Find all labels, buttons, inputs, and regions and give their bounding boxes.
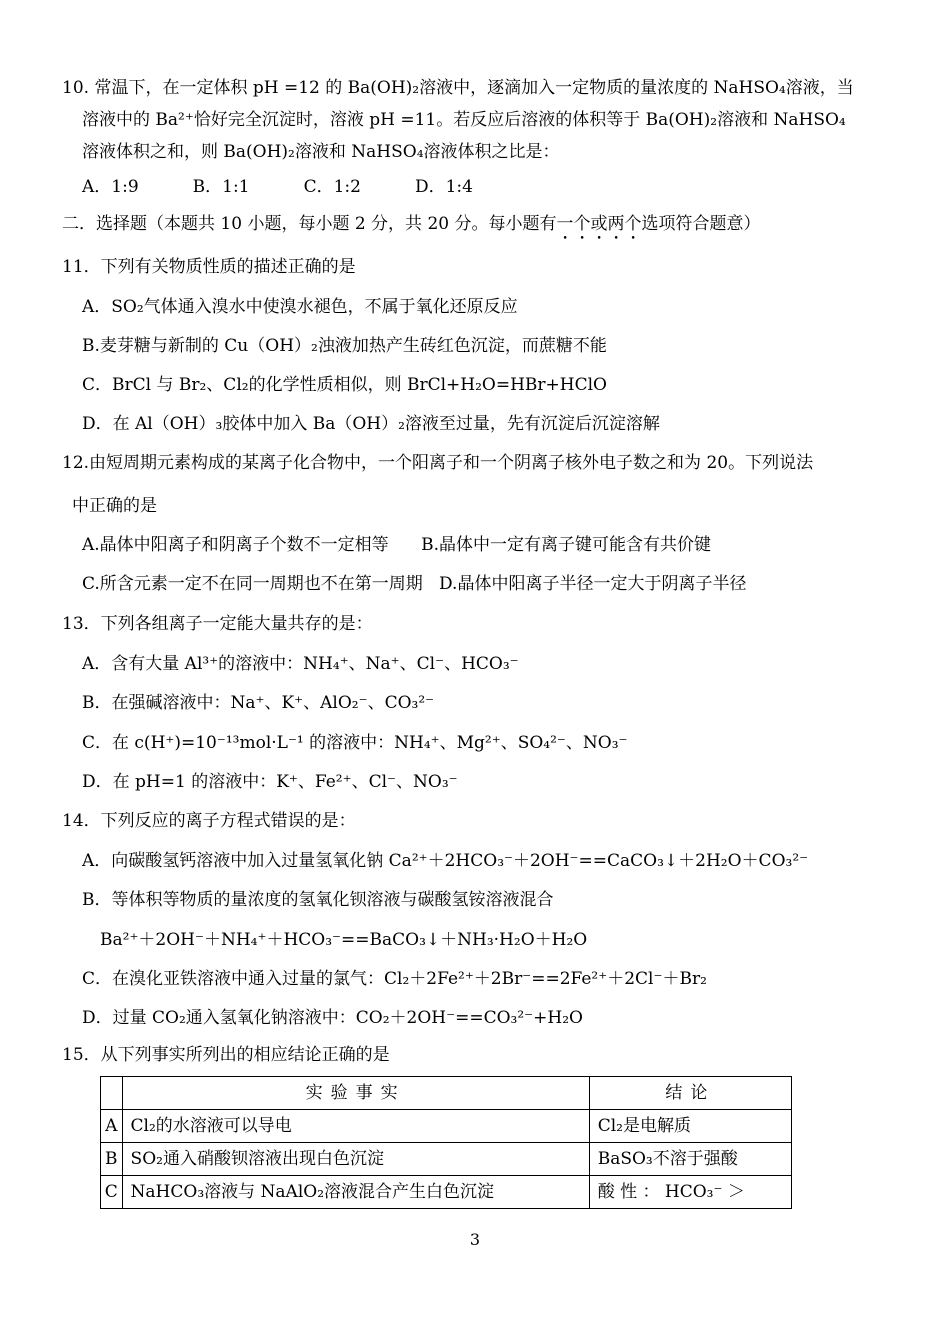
q10-stem-line2: 溶液中的 Ba²⁺恰好完全沉淀时，溶液 pH =11。若反应后溶液的体积等于 Ba(OH)₂溶液和 NaHSO₄ [82,110,846,130]
table-header-row [101,1077,792,1110]
q10-options: A．1:9 B．1:1 C．1:2 D．1:4 [82,177,473,197]
q13-option-c: C．在 c(H⁺)=10⁻¹³mol·L⁻¹ 的溶液中：NH₄⁺、Mg²⁺、SO₄²⁻、NO₃⁻ [82,733,628,753]
q10-stem-line3: 溶液体积之和，则 Ba(OH)₂溶液和 NaHSO₄溶液体积之比是： [82,142,560,162]
q14-option-d: D．过量 CO₂通入氢氧化钠溶液中：CO₂＋2OH⁻==CO₃²⁻+H₂O [82,1008,583,1028]
table-cell-conclusion: 酸 性 ： HCO₃⁻ ＞ [589,1176,791,1209]
q14-stem: 14．下列反应的离子方程式错误的是： [62,811,356,831]
section2-suffix: 选项符合题意） [641,214,761,234]
page-number: 3 [469,1230,481,1249]
table-cell-fact: NaHCO₃溶液与 NaAlO₂溶液混合产生白色沉淀 [122,1176,589,1209]
q13-option-a: A．含有大量 Al³⁺的溶液中：NH₄⁺、Na⁺、Cl⁻、HCO₃⁻ [82,654,519,674]
q13-stem: 13．下列各组离子一定能大量共存的是： [62,614,373,634]
q11-option-a: A．SO₂气体通入溴水中使溴水褪色，不属于氧化还原反应 [82,297,518,317]
table-row [101,1110,792,1143]
q14-option-b-text: B．等体积等物质的量浓度的氢氧化钡溶液与碳酸氢铵溶液混合 [82,890,554,910]
q15-table [100,1076,792,1209]
q12-options-cd: C.所含元素一定不在同一周期也不在第一周期 D.晶体中阳离子半径一定大于阴离子半径 [82,574,747,594]
q12-stem-line1: 12.由短周期元素构成的某离子化合物中，一个阳离子和一个阴离子核外电子数之和为 20。下列说法 [62,453,814,473]
table-header-cell [101,1077,123,1110]
table-cell-fact: Cl₂的水溶液可以导电 [122,1110,589,1143]
table-header-cell: 结论 [589,1077,791,1110]
q14-option-c: C．在溴化亚铁溶液中通入过量的氯气：Cl₂＋2Fe²⁺＋2Br⁻==2Fe²⁺＋2Cl⁻＋Br₂ [82,969,707,989]
q14-option-b-equation: Ba²⁺＋2OH⁻＋NH₄⁺＋HCO₃⁻==BaCO₃↓＋NH₃·H₂O＋H₂O [100,930,588,950]
table-cell-fact: SO₂通入硝酸钡溶液出现白色沉淀 [122,1143,589,1176]
q11-option-b: B.麦芽糖与新制的 Cu（OH）₂浊液加热产生砖红色沉淀，而蔗糖不能 [82,336,607,356]
section2-heading [62,213,761,244]
table-cell-conclusion: BaSO₃不溶于强酸 [589,1143,791,1176]
q13-option-d: D．在 pH=1 的溶液中：K⁺、Fe²⁺、Cl⁻、NO₃⁻ [82,772,458,792]
q11-option-d: D．在 Al（OH）₃胶体中加入 Ba（OH）₂溶液至过量，先有沉淀后沉淀溶解 [82,414,660,434]
table-row [101,1176,792,1209]
table-cell-label: C [101,1176,123,1209]
q11-stem: 11．下列有关物质性质的描述正确的是 [62,257,356,277]
q14-option-a: A．向碳酸氢钙溶液中加入过量氢氧化钠 Ca²⁺＋2HCO₃⁻＋2OH⁻==CaCO₃↓＋2H₂O＋CO₃²⁻ [82,851,809,871]
section2-emphasis: 一个或两个 [556,214,642,234]
table-cell-conclusion: Cl₂是电解质 [589,1110,791,1143]
q11-option-c: C．BrCl 与 Br₂、Cl₂的化学性质相似，则 BrCl+H₂O=HBr+HClO [82,375,607,395]
section2-prefix: 二．选择题（本题共 10 小题，每小题 2 分，共 20 分。每小题有 [62,214,557,234]
q12-stem-line2: 中正确的是 [72,496,157,516]
q15-stem: 15．从下列事实所列出的相应结论正确的是 [62,1045,390,1065]
table-header-cell: 实验事实 [122,1077,589,1110]
q12-options-ab: A.晶体中阳离子和阴离子个数不一定相等 B.晶体中一定有离子键可能含有共价键 [82,535,711,555]
table-row [101,1143,792,1176]
q13-option-b: B．在强碱溶液中：Na⁺、K⁺、AlO₂⁻、CO₃²⁻ [82,693,435,713]
table-cell-label: B [101,1143,123,1176]
q10-stem-line1: 10. 常温下，在一定体积 pH =12 的 Ba(OH)₂溶液中，逐滴加入一定物质的量浓度的 NaHSO₄溶液，当 [62,78,854,98]
table-cell-label: A [101,1110,123,1143]
